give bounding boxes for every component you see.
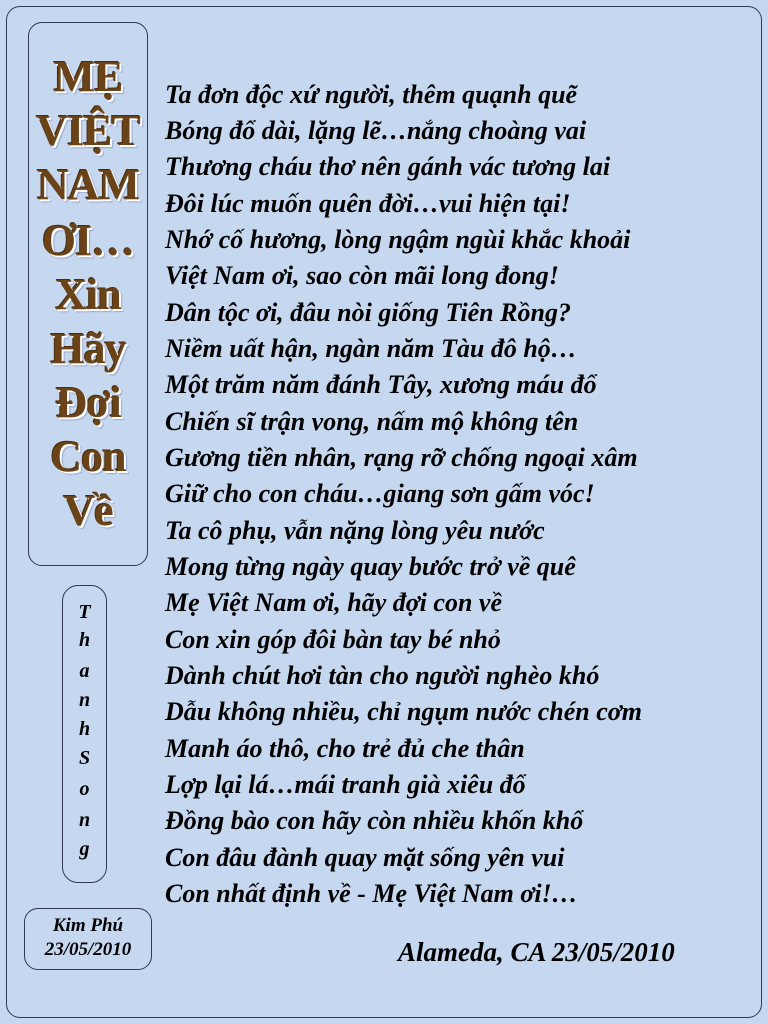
title-word: NAM [36,160,140,209]
poem-line: Con nhất định về - Mẹ Việt Nam ơi!… [165,879,578,908]
poem-line: Dành chút hơi tàn cho người nghèo khó [165,661,600,690]
place-date: Alameda, CA 23/05/2010 [398,937,675,967]
title-word: Xin [55,270,121,319]
author-letter: a [79,660,90,682]
poem-line: Bóng đổ dài, lặng lẽ…nắng choàng vai [165,116,587,145]
poem-line: Con đâu đành quay mặt sống yên vui [165,843,565,872]
poem-line: Đồng bào con hãy còn nhiều khốn khổ [165,806,584,835]
poem-line: Dân tộc ơi, đâu nòi giống Tiên Rồng? [165,298,571,327]
poem-line: Lợp lại lá…mái tranh già xiêu đổ [165,770,526,799]
author-letter: S [78,747,91,769]
title-word: VIỆT [36,106,140,155]
title-word: Về [63,486,113,535]
title-word: Hãy [50,324,126,373]
poem-line: Dẫu không nhiều, chỉ ngụm nước chén cơm [165,697,642,726]
poem-line: Chiến sĩ trận vong, nấm mộ không tên [165,407,579,436]
poem-line: Gương tiền nhân, rạng rỡ chống ngoại xâm [165,443,638,472]
poem-line: Ta đơn độc xứ người, thêm quạnh quẽ [165,80,578,109]
title-word: MẸ [53,52,123,101]
poem-line: Nhớ cố hương, lòng ngậm ngùi khắc khoải [165,225,631,254]
title-word: Con [50,432,126,481]
signature-panel [24,908,152,970]
poem-line: Mẹ Việt Nam ơi, hãy đợi con về [165,588,502,617]
poem-line: Giữ cho con cháu…giang sơn gấm vóc! [165,479,595,508]
poem-line: Đôi lúc muốn quên đời…vui hiện tại! [165,189,571,218]
poem-line: Mong từng ngày quay bước trở về quê [165,552,576,581]
signature-name: Kim Phú [52,915,124,936]
author-panel [62,585,107,883]
author-letter: T [78,601,91,623]
title-word: ƠI… [41,216,135,265]
signature-date: 23/05/2010 [44,939,132,960]
author-letter: g [79,838,90,860]
poem-line: Việt Nam ơi, sao còn mãi long đong! [165,261,559,290]
title-word: Đợi [55,378,121,427]
title-panel [28,22,148,566]
author-letter: h [78,718,91,740]
poem-line: Ta cô phụ, vẫn nặng lòng yêu nước [165,516,545,545]
author-letter: o [79,778,90,800]
author-letter: n [78,809,91,831]
poem-line: Một trăm năm đánh Tây, xương máu đổ [165,370,597,399]
poem-line: Manh áo thô, cho trẻ đủ che thân [165,734,525,763]
poem-line: Thương cháu thơ nên gánh vác tương lai [165,152,611,181]
poem-line: Con xin góp đôi bàn tay bé nhỏ [165,625,501,654]
author-letter: n [78,689,91,711]
author-letter: h [78,629,91,651]
poem-line: Niềm uất hận, ngàn năm Tàu đô hộ… [165,334,577,363]
